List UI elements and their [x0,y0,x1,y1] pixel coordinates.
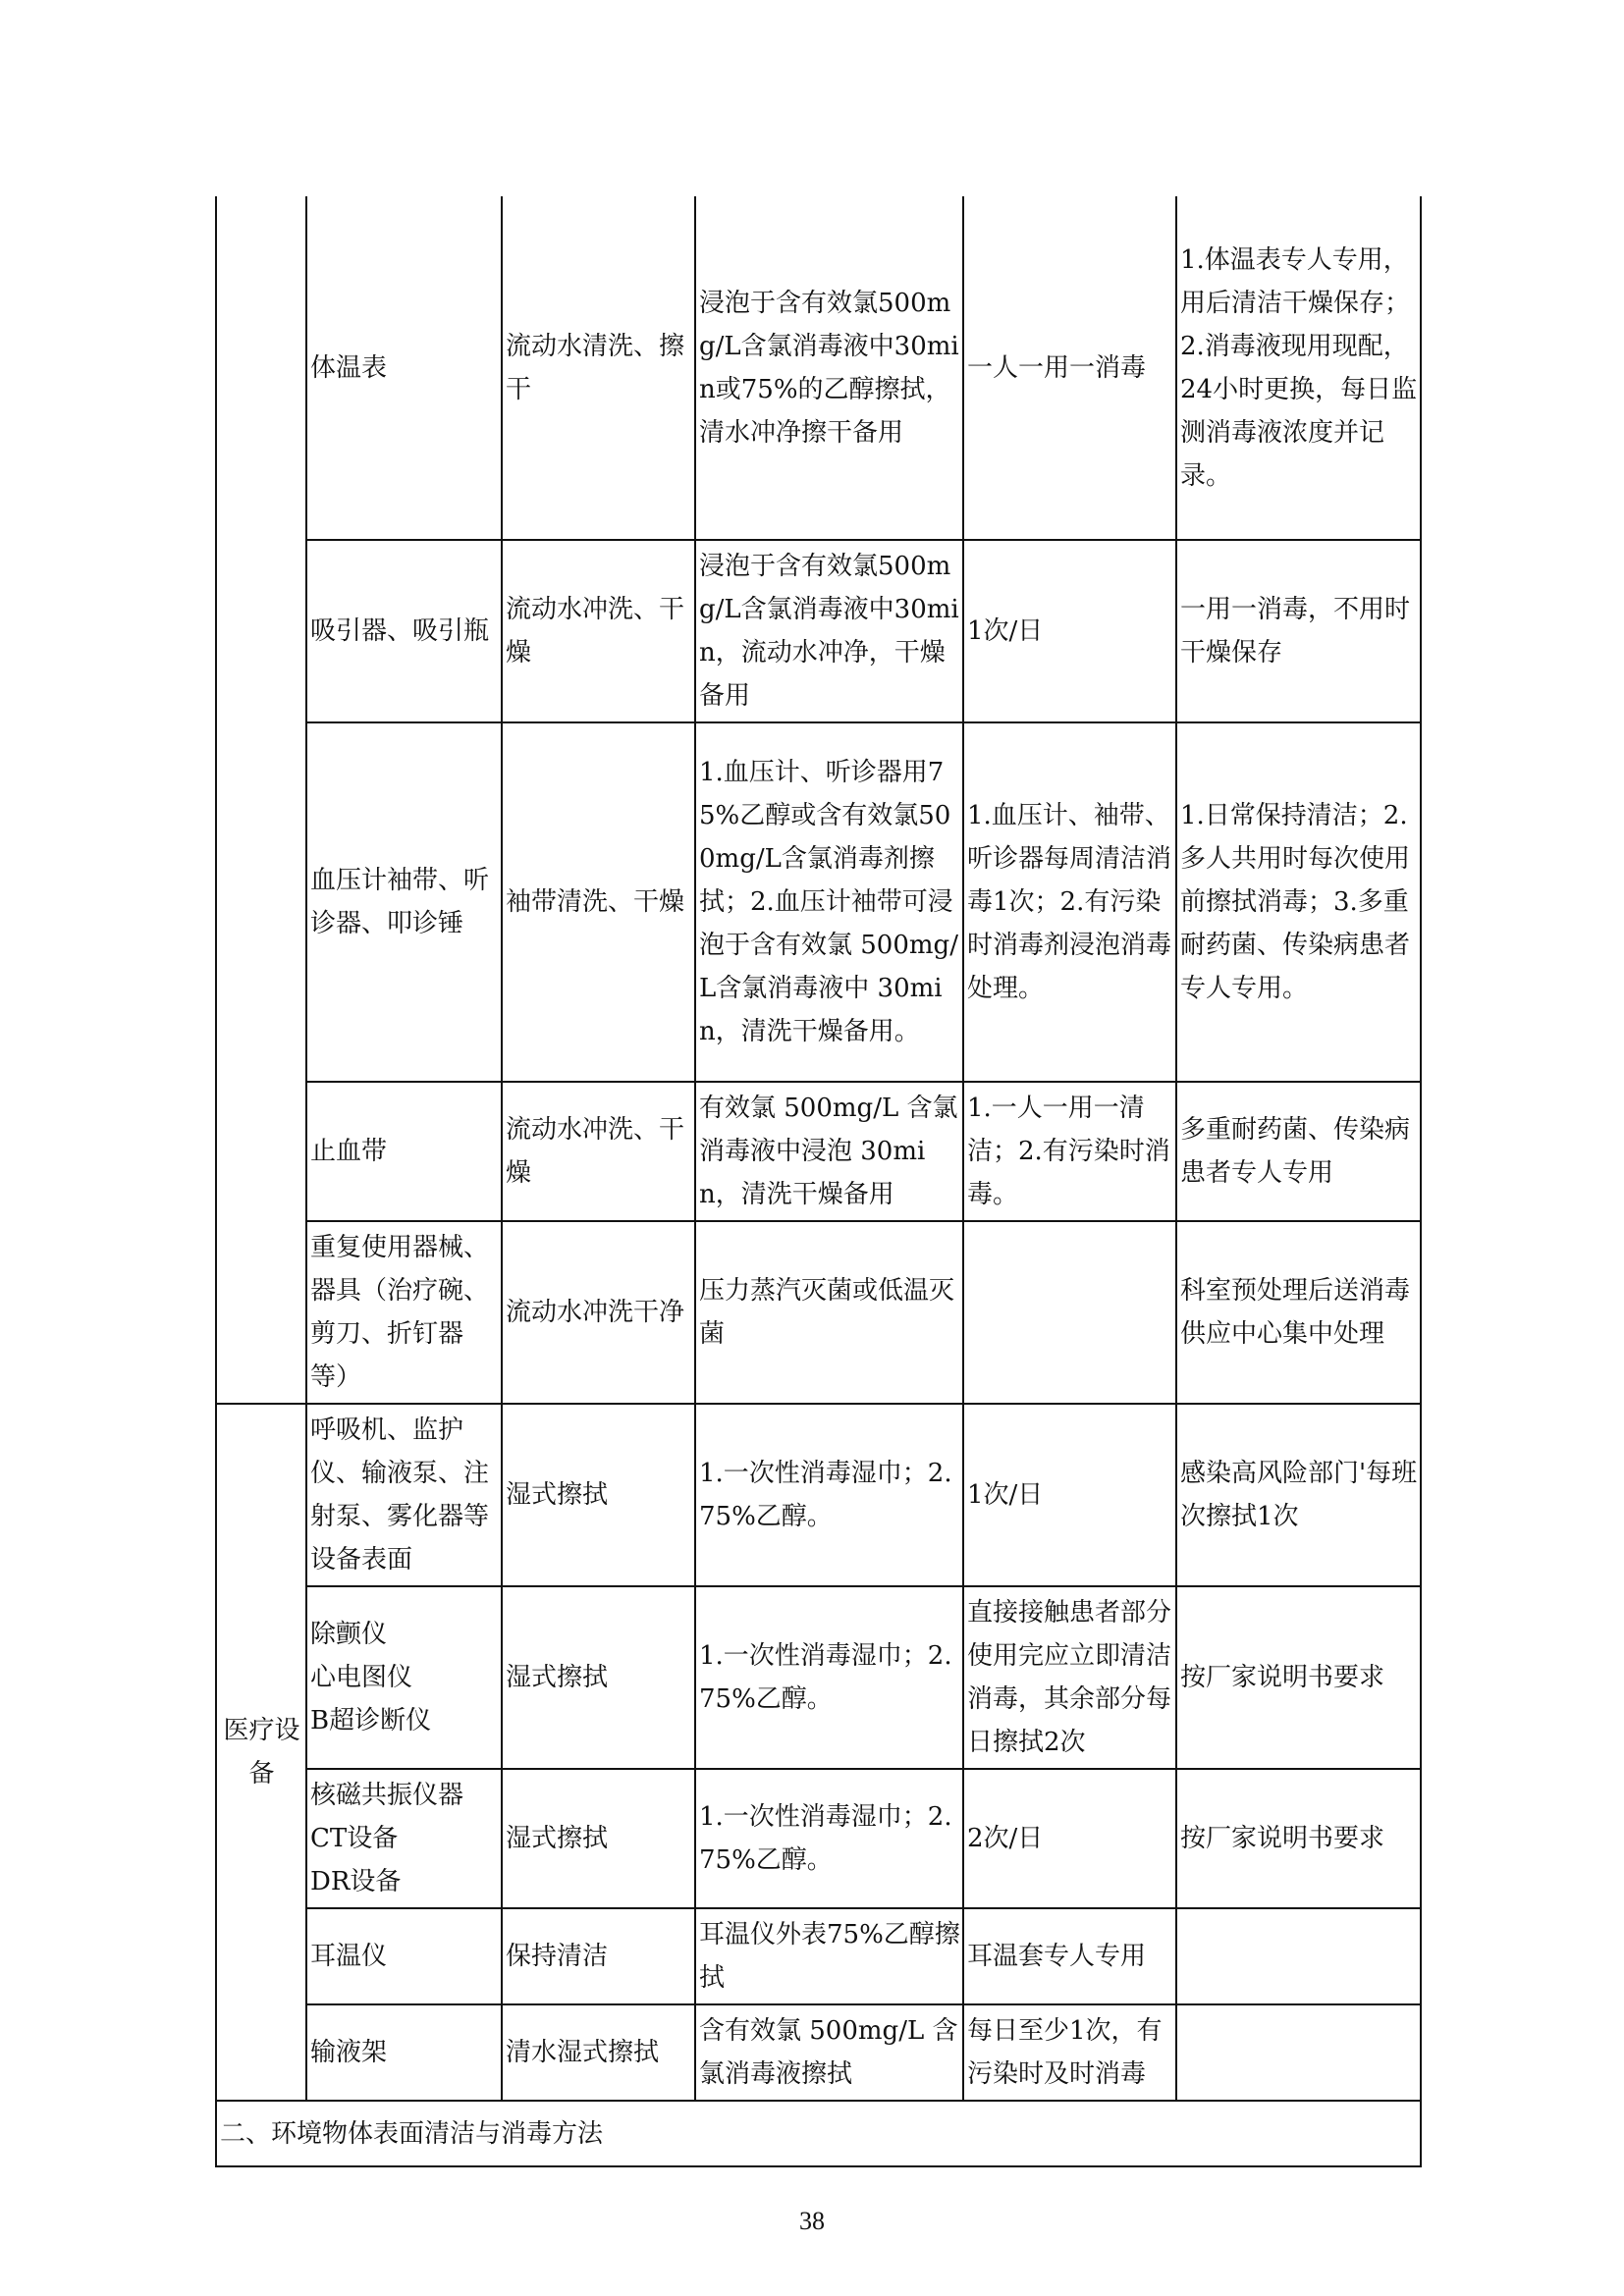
clean-cell: 流动水冲洗干净 [502,1221,695,1404]
note-cell: 感染高风险部门'每班次擦拭1次 [1176,1404,1421,1586]
item-cell: 耳温仪 [306,1908,502,2004]
item-line: CT设备 [310,1824,399,1853]
disinfect-cell: 1.一次性消毒湿巾；2.75%乙醇。 [695,1586,963,1769]
clean-cell: 保持清洁 [502,1908,695,2004]
freq-cell: 2次/日 [963,1769,1176,1908]
section-row [216,2101,1421,2166]
disinfect-cell: 耳温仪外表75%乙醇擦拭 [695,1908,963,2004]
item-cell: 呼吸机、监护仪、输液泵、注射泵、雾化器等设备表面 [306,1404,502,1586]
note-cell: 科室预处理后送消毒供应中心集中处理 [1176,1221,1421,1404]
freq-cell: 1.一人一用一清洁；2.有污染时消毒。 [963,1082,1176,1221]
item-cell [306,1586,502,1769]
item-cell: 输液架 [306,2004,502,2101]
table-row [216,196,1421,540]
note-cell: 按厂家说明书要求 [1176,1586,1421,1769]
item-cell [306,1769,502,1908]
freq-cell: 1次/日 [963,1404,1176,1586]
page-number: 38 [799,2207,825,2235]
table-row [216,1082,1421,1221]
item-line: 除颤仪 [310,1620,388,1649]
clean-cell: 流动水冲洗、干燥 [502,1082,695,1221]
disinfection-table [215,196,1422,2167]
disinfect-cell: 浸泡于含有效氯500mg/L含氯消毒液中30min或75%的乙醇擦拭，清水冲净擦干备用 [695,196,963,540]
item-line: 核磁共振仪器 [310,1781,464,1810]
note-cell: 一用一消毒，不用时干燥保存 [1176,540,1421,722]
freq-cell: 1.血压计、袖带、听诊器每周清洁消毒1次；2.有污染时消毒剂浸泡消毒处理。 [963,722,1176,1082]
freq-cell: 1次/日 [963,540,1176,722]
table-row [216,1221,1421,1404]
freq-cell: 直接接触患者部分使用完应立即清洁消毒，其余部分每日擦拭2次 [963,1586,1176,1769]
item-cell: 体温表 [306,196,502,540]
clean-cell: 流动水清洗、擦干 [502,196,695,540]
item-cell: 吸引器、吸引瓶 [306,540,502,722]
note-cell [1176,1908,1421,2004]
table-row [216,1586,1421,1769]
disinfect-cell: 浸泡于含有效氯500mg/L含氯消毒液中30min，流动水冲净，干燥备用 [695,540,963,722]
table-row [216,1908,1421,2004]
item-line: B超诊断仪 [310,1706,432,1735]
clean-cell: 湿式擦拭 [502,1769,695,1908]
table-row [216,540,1421,722]
table-row [216,1404,1421,1586]
category-label: 医疗设备 [216,1404,306,2101]
item-line: 心电图仪 [310,1663,413,1692]
freq-cell: 耳温套专人专用 [963,1908,1176,2004]
item-cell: 重复使用器械、器具（治疗碗、剪刀、折钉器等） [306,1221,502,1404]
freq-cell: 一人一用一消毒 [963,196,1176,540]
note-cell: 1.日常保持清洁；2.多人共用时每次使用前擦拭消毒；3.多重耐药菌、传染病患者专人专用。 [1176,722,1421,1082]
clean-cell: 湿式擦拭 [502,1404,695,1586]
item-cell: 止血带 [306,1082,502,1221]
table-row [216,2004,1421,2101]
disinfect-cell: 有效氯 500mg/L 含氯消毒液中浸泡 30min，清洗干燥备用 [695,1082,963,1221]
disinfect-cell: 含有效氯 500mg/L 含氯消毒液擦拭 [695,2004,963,2101]
item-cell: 血压计袖带、听诊器、叩诊锤 [306,722,502,1082]
freq-cell [963,1221,1176,1404]
table-row [216,722,1421,1082]
note-cell: 1.体温表专人专用，用后清洁干燥保存；2.消毒液现用现配，24小时更换，每日监测消毒液浓度并记录。 [1176,196,1421,540]
note-cell: 按厂家说明书要求 [1176,1769,1421,1908]
clean-cell: 袖带清洗、干燥 [502,722,695,1082]
disinfect-cell: 压力蒸汽灭菌或低温灭菌 [695,1221,963,1404]
disinfect-cell: 1.一次性消毒湿巾；2.75%乙醇。 [695,1404,963,1586]
category-cell-blank [216,196,306,1404]
clean-cell: 流动水冲洗、干燥 [502,540,695,722]
disinfect-cell: 1.一次性消毒湿巾；2.75%乙醇。 [695,1769,963,1908]
disinfect-cell: 1.血压计、听诊器用75%乙醇或含有效氯500mg/L含氯消毒剂擦拭；2.血压计袖带可浸泡于含有效氯 500mg/L含氯消毒液中 30min，清洗干燥备用。 [695,722,963,1082]
table-row [216,1769,1421,1908]
note-cell: 多重耐药菌、传染病患者专人专用 [1176,1082,1421,1221]
clean-cell: 清水湿式擦拭 [502,2004,695,2101]
item-line: DR设备 [310,1867,402,1896]
section-title: 二、环境物体表面清洁与消毒方法 [216,2101,1421,2166]
freq-cell: 每日至少1次，有污染时及时消毒 [963,2004,1176,2101]
clean-cell: 湿式擦拭 [502,1586,695,1769]
note-cell [1176,2004,1421,2101]
